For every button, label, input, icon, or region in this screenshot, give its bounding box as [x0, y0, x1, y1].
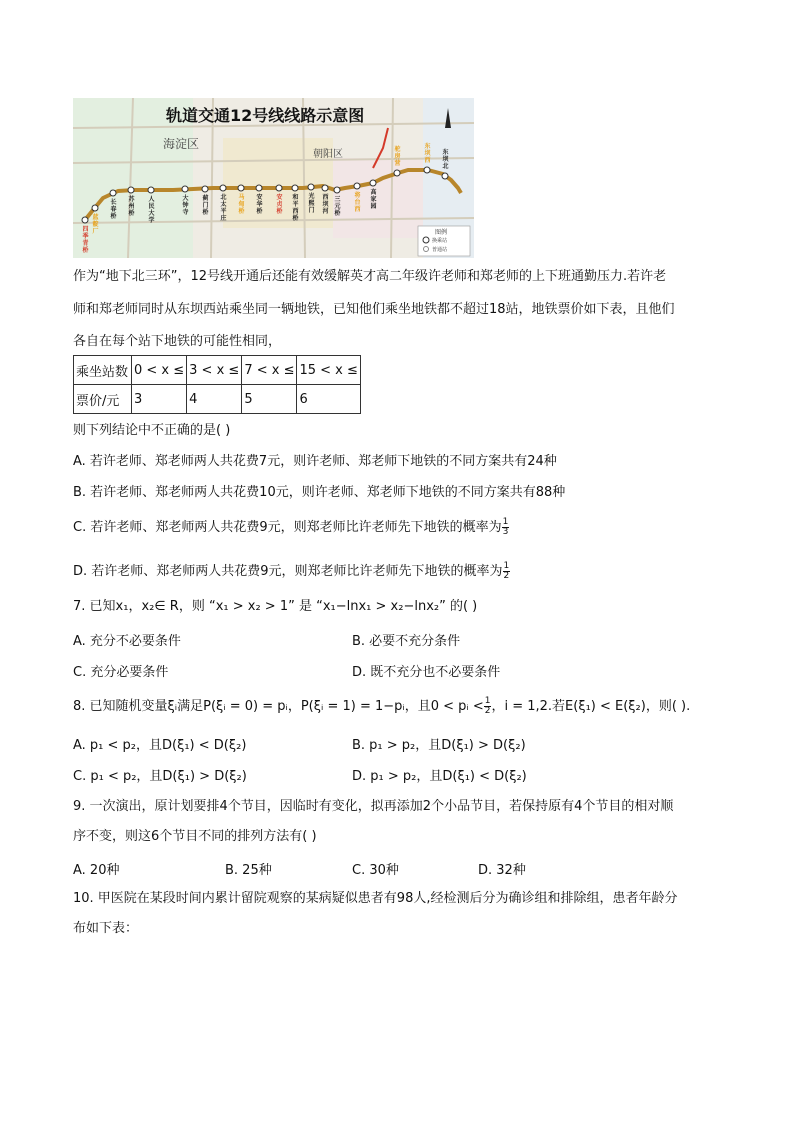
- q6-option-c-text: C. 若许老师、郑老师两人共花费9元，则郑老师比许老师先下地铁的概率为: [73, 520, 502, 535]
- q7-option-d: D. 既不充分也不必要条件: [352, 665, 501, 680]
- intro-line-2: 师和郑老师同时从东坝西站乘坐同一辆地铁，已知他们乘坐地铁都不超过18站，地铁票价如下表，且他们: [73, 302, 675, 317]
- station-label: 和平西桥: [292, 194, 299, 222]
- q6-option-d-text: D. 若许老师、郑老师两人共花费9元，则郑老师比许老师先下地铁的概率为: [73, 564, 503, 579]
- q6-option-c: [73, 518, 509, 537]
- fare-table-header-row: [74, 356, 361, 385]
- q8-option-c: C. p₁ < p₂，且D(ξ₁) > D(ξ₂): [73, 769, 247, 784]
- q8-option-a: A. p₁ < p₂，且D(ξ₁) < D(ξ₂): [73, 738, 247, 753]
- station-dot: [148, 187, 154, 193]
- q9-option-b: B. 25种: [225, 863, 272, 878]
- station-dot: [370, 180, 376, 186]
- q7-option-c: C. 充分必要条件: [73, 665, 169, 680]
- fraction-one-third: $\frac{1}{3}$: [502, 517, 509, 537]
- legend-item-normal: 普通站: [432, 247, 448, 253]
- station-dot: [276, 185, 282, 191]
- table-cell: 0 < x ≤: [132, 356, 187, 385]
- station-dot: [182, 186, 188, 192]
- station-dot: [202, 186, 208, 192]
- intro-line-1: 作为“地下北三环”，12号线开通后还能有效缓解英才高二年级许老师和郑老师的上下班通勤压力.若许老: [73, 269, 667, 284]
- station-dot: [92, 205, 98, 211]
- station-label: 驼房营: [394, 146, 401, 167]
- station-label: 光熙门: [308, 193, 315, 214]
- table-cell: 票价/元: [74, 385, 132, 414]
- station-dot: [354, 183, 360, 189]
- q6-stem: 则下列结论中不正确的是( ): [73, 423, 231, 438]
- station-dot: [220, 185, 226, 191]
- table-cell: 4: [187, 385, 242, 414]
- table-cell: 3: [132, 385, 187, 414]
- q9-option-c: C. 30种: [352, 863, 399, 878]
- table-cell: 15 < x ≤: [297, 356, 360, 385]
- station-dot: [82, 217, 88, 223]
- district-chaoyang: 朝阳区: [313, 149, 343, 160]
- q10-line-2: 布如下表：: [73, 921, 139, 936]
- district-haidian: 海淀区: [163, 137, 200, 151]
- station-label: 东坝北: [442, 149, 449, 170]
- q8-option-d: D. p₁ > p₂，且D(ξ₁) < D(ξ₂): [352, 769, 527, 784]
- q8-stem-part-a: 8. 已知随机变量ξᵢ满足P(ξᵢ = 0) = pᵢ，P(ξᵢ = 1) = 1−pᵢ，且0 < pᵢ <: [73, 699, 484, 714]
- station-dot: [238, 185, 244, 191]
- q6-option-a: A. 若许老师、郑老师两人共花费7元，则许老师、郑老师下地铁的不同方案共有24种: [73, 454, 557, 469]
- station-label: 人民大学: [148, 196, 155, 224]
- station-dot: [442, 173, 448, 179]
- q7-stem: 7. 已知x₁，x₂∈ R，则 “x₁ > x₂ > 1” 是 “x₁−lnx₁ > x₂−lnx₂” 的( ): [73, 599, 478, 614]
- station-dot: [308, 184, 314, 190]
- fare-table-row: [74, 385, 361, 414]
- station-dot: [110, 190, 116, 196]
- station-label: 长春桥: [110, 199, 117, 220]
- station-dot: [424, 167, 430, 173]
- q6-option-d: [73, 562, 510, 581]
- fare-table: [73, 355, 361, 414]
- station-label: 东坝西: [424, 143, 431, 164]
- station-label: 三元桥: [334, 196, 341, 217]
- station-dot: [322, 185, 328, 191]
- table-cell: 乘坐站数: [74, 356, 132, 385]
- station-label: 北太平庄: [220, 194, 227, 222]
- q8-option-b: B. p₁ > p₂，且D(ξ₁) > D(ξ₂): [352, 738, 526, 753]
- station-label: 马甸桥: [238, 194, 245, 215]
- station-dot: [394, 170, 400, 176]
- metro-map-figure: [73, 98, 474, 258]
- table-cell: 7 < x ≤: [242, 356, 297, 385]
- station-label: 四季青桥: [82, 226, 89, 254]
- station-dot: [292, 185, 298, 191]
- q7-option-b: B. 必要不充分条件: [352, 634, 461, 649]
- fraction-one-half: $\frac{1}{2}$: [484, 696, 491, 716]
- q8-stem: [73, 697, 690, 716]
- station-label: 蓝靛厂: [92, 214, 99, 235]
- q7-option-a: A. 充分不必要条件: [73, 634, 181, 649]
- map-title: 轨道交通12号线线路示意图: [166, 106, 365, 125]
- q8-stem-part-b: ，i = 1,2.若E(ξ₁) < E(ξ₂)，则( ).: [491, 699, 691, 714]
- station-label: 高家园: [370, 189, 377, 210]
- station-label: 苏州桥: [128, 196, 135, 217]
- station-label: 将台西: [354, 192, 361, 213]
- q6-option-b: B. 若许老师、郑老师两人共花费10元，则许老师、郑老师下地铁的不同方案共有88种: [73, 485, 566, 500]
- table-cell: 3 < x ≤: [187, 356, 242, 385]
- station-dot: [128, 187, 134, 193]
- station-label: 安贞桥: [276, 194, 283, 215]
- q10-line-1: 10. 甲医院在某段时间内累计留院观察的某病疑似患者有98人,经检测后分为确诊组和排除组，患者年龄分: [73, 891, 678, 906]
- station-label: 西坝河: [322, 194, 329, 215]
- q9-option-a: A. 20种: [73, 863, 120, 878]
- q9-line-2: 序不变，则这6个节目不同的排列方法有( ): [73, 829, 317, 844]
- q9-line-1: 9. 一次演出，原计划要排4个节目，因临时有变化，拟再添加2个小品节目，若保持原有4个节目的相对顺: [73, 799, 674, 814]
- legend-item-transfer: 换乘站: [432, 238, 448, 244]
- station-label: 蓟门桥: [202, 195, 209, 216]
- legend-title: 图例: [435, 229, 448, 236]
- station-dot: [334, 187, 340, 193]
- table-cell: 5: [242, 385, 297, 414]
- station-label: 大钟寺: [182, 195, 189, 216]
- fraction-one-half: $\frac{1}{2}$: [503, 561, 510, 581]
- station-label: 安华桥: [256, 194, 263, 215]
- intro-line-3: 各自在每个站下地铁的可能性相同，: [73, 334, 282, 349]
- table-cell: 6: [297, 385, 360, 414]
- station-dot: [256, 185, 262, 191]
- q9-option-d: D. 32种: [478, 863, 526, 878]
